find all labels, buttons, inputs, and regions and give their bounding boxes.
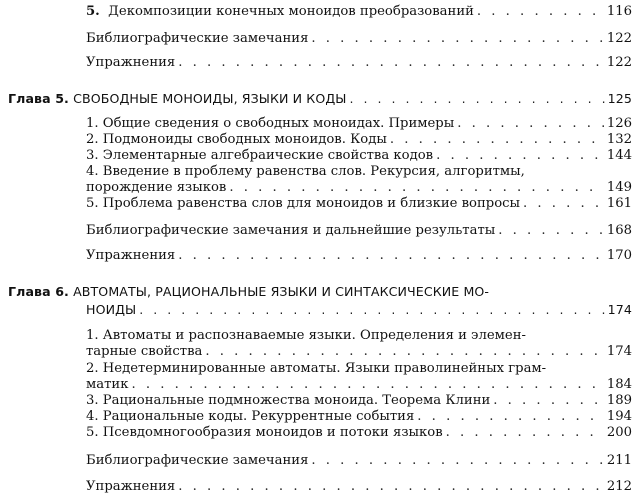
leader-dots bbox=[131, 377, 603, 393]
leader-dots bbox=[493, 393, 604, 409]
page-number: 122 bbox=[606, 55, 632, 70]
toc-chapter-5[interactable] bbox=[8, 91, 632, 107]
toc-entry-ch5-sec4-line1[interactable]: 4. Введение в проблему равенства слов. Рекурсия, алгоритмы, bbox=[86, 164, 525, 179]
page-number: 144 bbox=[606, 148, 632, 163]
page-number: 212 bbox=[606, 479, 632, 494]
leader-dots bbox=[523, 196, 604, 212]
toc-entry-ch6-notes[interactable] bbox=[86, 453, 632, 469]
notes-title: Библиографические замечания bbox=[86, 31, 309, 46]
section-title: 3. Рациональные подмножества моноида. Теорема Клини bbox=[86, 393, 491, 408]
section-title: 1. Общие сведения о свободных моноидах. Примеры bbox=[86, 116, 455, 131]
section-title-cont: порождение языков bbox=[86, 180, 227, 195]
toc-entry-ch6-sec3[interactable] bbox=[86, 393, 632, 409]
toc-entry-ch4-sec5[interactable] bbox=[86, 4, 632, 20]
page-number: 174 bbox=[606, 344, 632, 359]
chapter-label: Глава 5. bbox=[8, 91, 69, 106]
notes-title: Библиографические замечания и дальнейшие результаты bbox=[86, 223, 496, 238]
leader-dots bbox=[178, 55, 604, 71]
leader-dots bbox=[417, 409, 604, 425]
page-number: 170 bbox=[606, 248, 632, 263]
chapter-title: АВТОМАТЫ, РАЦИОНАЛЬНЫЕ ЯЗЫКИ И СИНТАКСИЧЕСКИЕ МО- bbox=[73, 284, 490, 299]
page-number: 168 bbox=[606, 223, 632, 238]
page-number: 116 bbox=[606, 4, 632, 19]
section-number: 5. bbox=[86, 4, 100, 19]
leader-dots bbox=[457, 116, 604, 132]
toc-entry-ch5-sec4[interactable] bbox=[86, 180, 632, 196]
notes-title: Библиографические замечания bbox=[86, 453, 309, 468]
page-number: 126 bbox=[606, 116, 632, 131]
chapter-label: Глава 6. bbox=[8, 284, 69, 299]
leader-dots bbox=[498, 223, 604, 239]
toc-entry-ch5-notes[interactable] bbox=[86, 223, 632, 239]
leader-dots bbox=[311, 31, 603, 47]
leader-dots bbox=[139, 302, 604, 318]
section-title: 5. Проблема равенства слов для моноидов и близкие вопросы bbox=[86, 196, 521, 211]
leader-dots bbox=[446, 425, 604, 441]
leader-dots bbox=[350, 91, 605, 107]
toc-entry-ch6-sec4[interactable] bbox=[86, 409, 632, 425]
page-number: 189 bbox=[606, 393, 632, 408]
exercises-title: Упражнения bbox=[86, 55, 176, 70]
page-number: 132 bbox=[606, 132, 632, 147]
page-number: 149 bbox=[606, 180, 632, 195]
section-title: Декомпозиции конечных моноидов преобразований bbox=[108, 4, 474, 19]
page-number: 174 bbox=[607, 302, 632, 317]
toc-chapter-6[interactable] bbox=[86, 302, 632, 318]
leader-dots bbox=[178, 248, 604, 264]
section-title-cont: матик bbox=[86, 377, 129, 392]
leader-dots bbox=[178, 479, 604, 495]
leader-dots bbox=[436, 148, 604, 164]
section-title: 3. Элементарные алгебраические свойства кодов bbox=[86, 148, 434, 163]
leader-dots bbox=[477, 4, 604, 20]
page-number: 122 bbox=[606, 31, 632, 46]
toc-entry-ch4-exercises[interactable] bbox=[86, 55, 632, 71]
leader-dots bbox=[205, 344, 603, 360]
toc-entry-ch5-sec3[interactable] bbox=[86, 148, 632, 164]
toc-entry-ch6-exercises[interactable] bbox=[86, 479, 632, 495]
toc-entry-ch4-notes[interactable] bbox=[86, 31, 632, 47]
toc-entry-ch5-sec2[interactable] bbox=[86, 132, 632, 148]
toc-entry-ch6-sec1-line1[interactable]: 1. Автоматы и распознаваемые языки. Определения и элемен- bbox=[86, 328, 526, 343]
page-number: 194 bbox=[606, 409, 632, 424]
toc-entry-ch6-sec1[interactable] bbox=[86, 344, 632, 360]
toc-entry-ch5-sec5[interactable] bbox=[86, 196, 632, 212]
leader-dots bbox=[229, 180, 603, 196]
leader-dots bbox=[311, 453, 603, 469]
chapter-title-cont: НОИДЫ bbox=[86, 302, 137, 317]
toc-entry-ch6-sec2[interactable] bbox=[86, 377, 632, 393]
page-number: 200 bbox=[606, 425, 632, 440]
toc-entry-ch6-sec2-line1[interactable]: 2. Недетерминированные автоматы. Языки праволинейных грам- bbox=[86, 361, 547, 376]
toc-entry-ch6-sec5[interactable] bbox=[86, 425, 632, 441]
leader-dots bbox=[390, 132, 604, 148]
page-number: 211 bbox=[606, 453, 632, 468]
section-title-cont: тарные свойства bbox=[86, 344, 203, 359]
toc-chapter-6-line1[interactable] bbox=[8, 284, 489, 300]
page-number: 184 bbox=[606, 377, 632, 392]
section-title: 4. Рациональные коды. Рекуррентные события bbox=[86, 409, 415, 424]
chapter-title: СВОБОДНЫЕ МОНОИДЫ, ЯЗЫКИ И КОДЫ bbox=[73, 91, 347, 106]
toc-entry-ch5-exercises[interactable] bbox=[86, 248, 632, 264]
toc-entry-ch5-sec1[interactable] bbox=[86, 116, 632, 132]
exercises-title: Упражнения bbox=[86, 479, 176, 494]
page-number: 161 bbox=[606, 196, 632, 211]
section-title: 5. Псевдомногообразия моноидов и потоки языков bbox=[86, 425, 443, 440]
page-number: 125 bbox=[607, 91, 632, 106]
exercises-title: Упражнения bbox=[86, 248, 176, 263]
section-title: 2. Подмоноиды свободных моноидов. Коды bbox=[86, 132, 387, 147]
